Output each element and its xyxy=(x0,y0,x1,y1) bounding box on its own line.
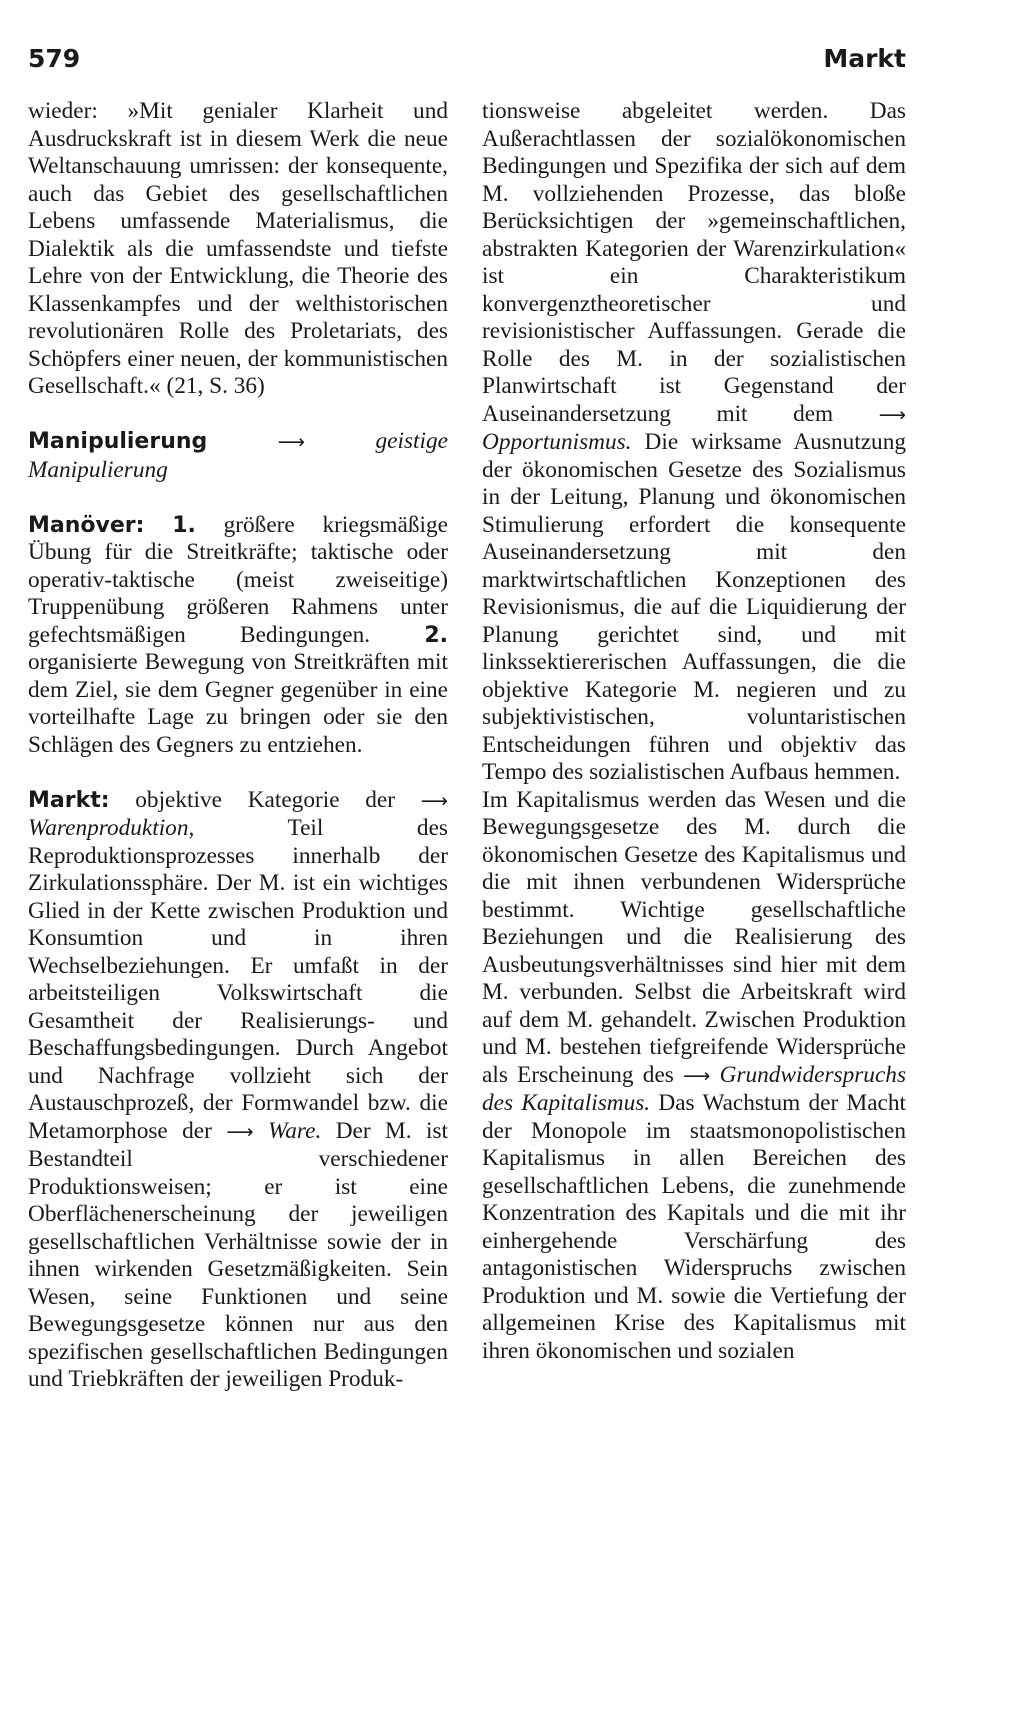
entry-text: tionsweise abgeleitet werden. Das Außerachtlassen der sozialökonomischen Bedingungen und Spezifika der sich auf dem M. vollziehenden Prozesse, das bloße Berücksichtigen der »gemeinschaftlichen, abstrakten Kategorien der Warenzirkulation« ist ein Charakteristikum konvergenztheoretischer und revisionistischer Auffassungen. Gerade die Rolle des M. in der sozialistischen Planwirtschaft ist Gegenstand der Auseinandersetzung mit dem xyxy=(482,98,906,427)
entry-markt xyxy=(28,787,448,1394)
lemma-manipulierung: Manipulierung xyxy=(28,429,208,454)
lemma-manoever: Manöver: xyxy=(28,512,145,538)
sense-number: 1. xyxy=(172,512,196,538)
entry-text: Der M. ist Bestandteil verschiedener Produktionsweisen; er ist eine Oberflächenerscheinung der jeweiligen gesellschaftlichen Verhältnisse sowie der in ihnen wirkenden Gesetzmäßigkeiten. Sein Wesen, seine Funktionen und seine Bewegungsgesetze können nur aus den spezifischen gesellschaftlichen Bedingungen und Triebkräften der jeweiligen Produk- xyxy=(28,1117,449,1392)
continuation-paragraph: wieder: »Mit genialer Klarheit und Ausdruckskraft ist in diesem Werk die neue Weltanschauung umrissen: der konsequente, auch das Gebiet des gesellschaftlichen Lebens umfassende Materialismus, die Dialektik als die umfassendste und tiefste Lehre von der Entwicklung, die Theorie des Klassenkampfes und der welthistorischen revolutionären Rolle des Proletariats, des Schöpfers einer neuen, der kommunistischen Gesellschaft.« (21, S. 36) xyxy=(28,98,448,399)
entry-text: Das Wachstum der Macht der Monopole im staatsmonopolistischen Kapitalismus in allen Bereichen des gesellschaftlichen Lebens, die zunehmende Konzentration des Kapitals und die mit ihr einhergehende Verschärfung des antagonistischen Widerspruchs zwischen Produktion und M. sowie die Vertiefung der allgemeinen Krise des Kapitalismus mit ihren ökonomischen und sozialen xyxy=(482,1090,906,1364)
page-number: 579 xyxy=(28,44,81,73)
cross-reference[interactable]: Grundwiderspruchs des Kapitalismus. xyxy=(482,1061,907,1116)
entry-markt-capitalism xyxy=(482,787,906,1366)
entry-text: Die wirksame Ausnutzung der ökonomischen Gesetze des Sozialismus in der Leitung, Planung und ökonomischen Stimulierung erfordert die konsequente Auseinandersetzung mit den marktwirtschaftlichen Konzeptionen des Revisionismus, die auf die Liquidierung der Planung gerichtet sind, und mit linkssektiererischen Auffassungen, die die objektive Kategorie M. negieren und zu subjektivistischen, voluntaristischen Entscheidungen führen und objektiv das Tempo des sozialistischen Aufbaus hemmen. xyxy=(482,429,907,785)
cross-reference-arrow-icon: ⟶ xyxy=(420,789,449,812)
entry-manoever xyxy=(28,512,448,760)
sense-text: organisierte Bewegung von Streitkräften mit dem Ziel, sie dem Gegner gegenüber in eine vorteilhafte Lage zu bringen oder sie den Schlägen des Gegners zu entziehen. xyxy=(28,649,448,758)
left-column xyxy=(28,98,448,1394)
entry-manipulierung xyxy=(28,428,448,484)
cross-reference-arrow-icon: ⟶ xyxy=(878,403,906,426)
entry-markt-continued xyxy=(482,98,906,787)
cross-reference-arrow-icon: ⟶ xyxy=(277,431,306,453)
entry-text: objektive Kategorie der xyxy=(135,786,396,813)
cross-reference-arrow-icon: ⟶ xyxy=(226,1120,254,1143)
entry-text: Teil des Reproduktionsprozesses innerhalb der Zirkulationssphäre. Der M. ist ein wichtiges Glied in der Kette zwischen Produktion und Konsumtion und in ihren Wechselbeziehungen. Er umfaßt in der arbeitsteiligen Volkswirtschaft die Gesamtheit der Realisierungs- und Beschaffungsbedingungen. Durch Angebot und Nachfrage vollzieht sich der Austauschprozeß, der Formwandel bzw. die Metamorphose der xyxy=(28,815,448,1144)
cross-reference[interactable]: Warenproduktion, xyxy=(28,815,195,841)
right-column xyxy=(482,98,906,1365)
entry-text: Im Kapitalismus werden das Wesen und die Bewegungsgesetze des M. durch die ökonomischen Gesetze des Kapitalismus und die mit ihnen verbundenen Widersprüche bestimmt. Wichtige gesellschaftliche Beziehungen und die Realisierung des Ausbeutungsverhältnisses sind hier mit dem M. verbunden. Selbst die Arbeitskraft wird auf dem M. gehandelt. Zwischen Produktion und M. bestehen tiefgreifende Widersprüche als Erscheinung des xyxy=(482,786,906,1088)
cross-reference[interactable]: Opportunismus. xyxy=(482,429,632,455)
running-head: Markt xyxy=(823,44,906,73)
sense-number: 2. xyxy=(424,622,448,648)
cross-reference[interactable]: Ware. xyxy=(268,1117,322,1144)
cross-reference[interactable]: geistige Manipulierung xyxy=(28,428,448,483)
lemma-markt: Markt: xyxy=(28,787,110,813)
cross-reference-arrow-icon: ⟶ xyxy=(683,1064,711,1087)
sense-text: größere kriegsmäßige Übung für die Streitkräfte; taktische oder operativ-taktische (meist zweiseitige) Truppenübung größeren Rahmens unter gefechtsmäßigen Bedingungen. xyxy=(28,511,448,648)
